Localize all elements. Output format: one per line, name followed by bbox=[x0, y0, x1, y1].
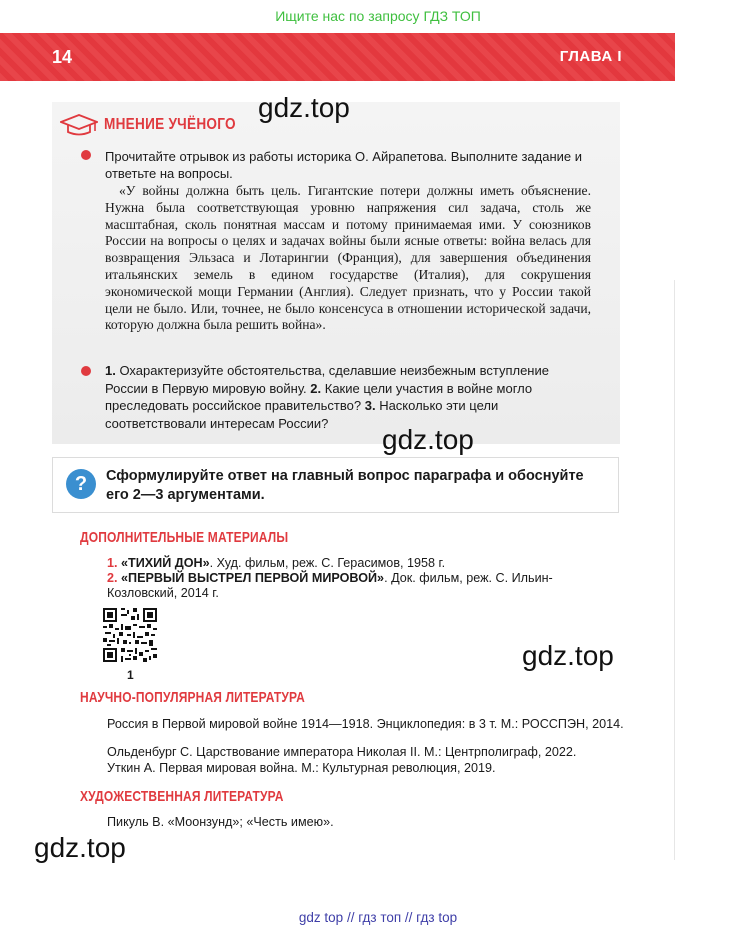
watermark: gdz.top bbox=[522, 640, 614, 671]
task-number: 2. bbox=[310, 380, 322, 396]
scholar-opinion-title: МНЕНИЕ УЧЁНОГО bbox=[104, 116, 236, 133]
material-description: . Док. фильм, реж. С. Ильин-Козловский, 2014 г. bbox=[107, 571, 553, 600]
top-search-link[interactable]: Ищите нас по запросу ГДЗ ТОП bbox=[275, 8, 481, 24]
footer-links[interactable]: gdz top // гдз топ // гдз top bbox=[298, 910, 458, 925]
literature-item: Пикуль В. «Моонзунд»; «Честь имею». bbox=[107, 815, 334, 829]
material-title: «ТИХИЙ ДОН» bbox=[121, 556, 210, 570]
literature-item: Уткин А. Первая мировая война. М.: Культурная революция, 2019. bbox=[107, 761, 496, 775]
literature-item: Ольденбург С. Царствование императора Николая II. М.: Центрполиграф, 2022. bbox=[107, 745, 577, 759]
historian-quote: «У войны должна быть цель. Гигантские потери должны иметь объяснение. Нужна была соответствующая уровню напряжения сил задача, столь же масштабная, сколь понятная массам и потому принимаемая ими. У союзников России на вопросы о целях и задачах войны были ясные ответы: война велась для возвращения Эльзаса и Лотарингии (Франция), для завершения объединения итальянских земель в едином государстве (Италия), для сокрушения экономической мощи Германии (Англия). Следует признать, что у России такой цели не было. Или, точнее, не было консенсуса в отношении исторической задачи, которую должна была решить война». bbox=[105, 183, 591, 333]
graduation-cap-icon bbox=[60, 113, 98, 137]
task-number: 1. bbox=[105, 363, 116, 378]
scholar-opinion-box bbox=[52, 102, 620, 444]
watermark: gdz.top bbox=[34, 832, 126, 863]
main-question-text: Сформулируйте ответ на главный вопрос параграфа и обоснуйте его 2—3 аргументами. bbox=[106, 468, 584, 503]
qr-code[interactable] bbox=[103, 608, 157, 662]
qr-code-number: 1 bbox=[127, 668, 134, 682]
material-title: «ПЕРВЫЙ ВЫСТРЕЛ ПЕРВОЙ МИРОВОЙ» bbox=[121, 571, 385, 585]
instruction-text: Прочитайте отрывок из работы историка О. Айрапетова. Выполните задание и ответьте на вопросы. bbox=[105, 149, 583, 181]
additional-materials-heading: ДОПОЛНИТЕЛЬНЫЕ МАТЕРИАЛЫ bbox=[80, 529, 289, 546]
bullet-icon bbox=[81, 150, 91, 160]
task-text: Какие цели участия в войне могло преследовать российское правительство? bbox=[105, 380, 533, 413]
watermark: gdz.top bbox=[382, 424, 474, 455]
bullet-icon bbox=[81, 366, 91, 376]
page-edge-divider bbox=[674, 280, 675, 860]
watermark: gdz.top bbox=[258, 92, 350, 123]
page-number: 14 bbox=[52, 47, 73, 67]
task-list bbox=[105, 362, 591, 432]
material-number: 2. bbox=[107, 571, 118, 585]
task-text: Насколько эти цели соответствовали интересам России? bbox=[105, 398, 499, 431]
task-number: 3. bbox=[364, 398, 376, 413]
popular-literature-heading: НАУЧНО-ПОПУЛЯРНАЯ ЛИТЕРАТУРА bbox=[80, 689, 305, 706]
task-text: Охарактеризуйте обстоятельства, сделавшие неизбежным вступление России в Первую мировую войну. bbox=[105, 363, 549, 396]
material-description: . Худ. фильм, реж. С. Герасимов, 1958 г. bbox=[209, 556, 446, 570]
material-number: 1. bbox=[107, 556, 118, 570]
material-item bbox=[107, 556, 592, 571]
main-question-box bbox=[52, 457, 619, 513]
material-item bbox=[107, 571, 592, 601]
fiction-literature-heading: ХУДОЖЕСТВЕННАЯ ЛИТЕРАТУРА bbox=[80, 788, 284, 805]
scholar-opinion-header bbox=[60, 112, 259, 138]
chapter-label: ГЛАВА I bbox=[559, 48, 622, 65]
question-mark-icon: ? bbox=[66, 469, 96, 499]
literature-item: Россия в Первой мировой войне 1914—1918. Энциклопедия: в 3 т. М.: РОССПЭН, 2014. bbox=[107, 717, 624, 731]
